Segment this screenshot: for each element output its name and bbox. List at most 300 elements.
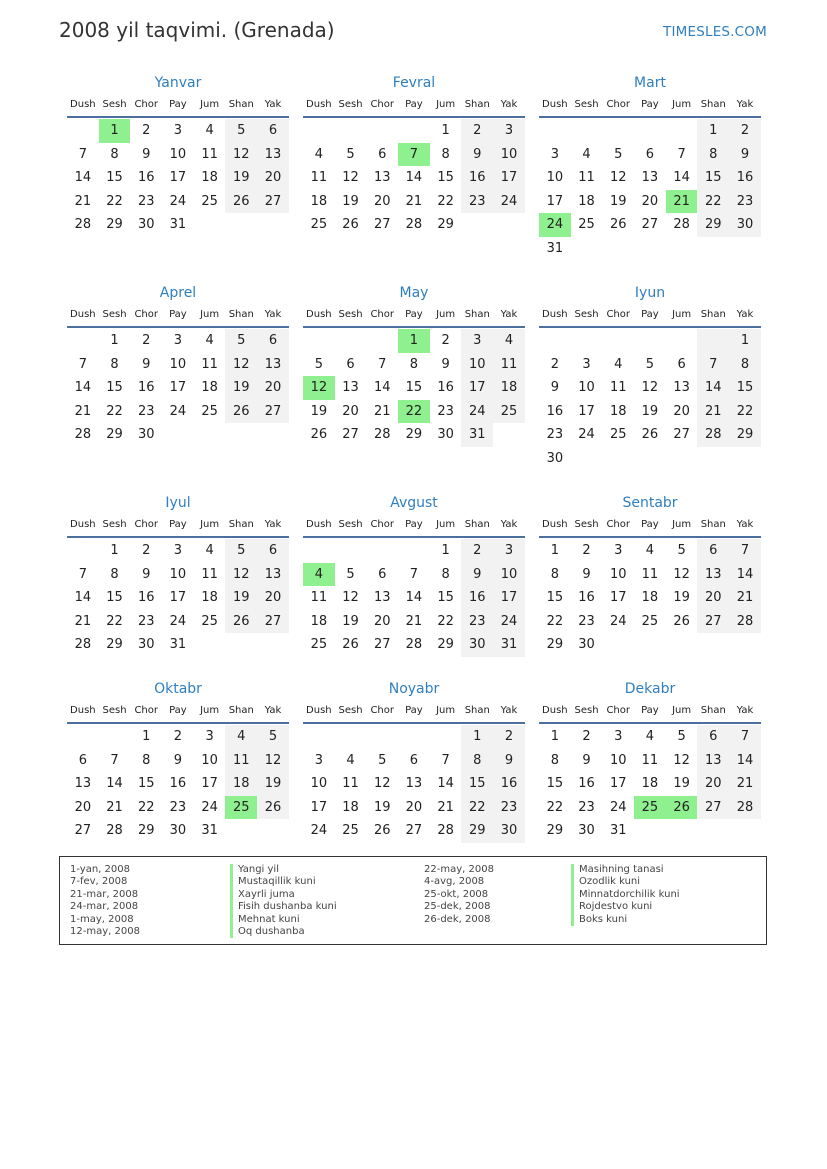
day-cell: 15 <box>137 776 155 792</box>
day-cell: 27 <box>373 637 391 653</box>
page-title: 2008 yil taqvimi. (Grenada) <box>59 18 335 42</box>
month-may <box>303 282 525 492</box>
month-title: Yanvar <box>154 75 202 91</box>
month-title: Oktabr <box>154 681 202 697</box>
weekday-label: Dush <box>542 99 568 110</box>
weekday-label: Yak <box>264 519 282 530</box>
day-cell: 16 <box>461 166 493 190</box>
day-cell: 28 <box>729 796 761 820</box>
day-cell: 17 <box>609 776 627 792</box>
legend-holiday-name: Xayrli juma <box>230 889 337 901</box>
day-cell: 10 <box>169 566 187 582</box>
day-cell: 29 <box>106 637 123 653</box>
weekday-label: Pay <box>405 99 423 110</box>
day-cell: 24 <box>609 613 627 629</box>
days-grid <box>67 725 289 843</box>
day-cell: 23 <box>546 427 564 443</box>
holiday-day-cell: 25 <box>634 796 666 820</box>
day-cell: 17 <box>493 166 525 190</box>
day-cell: 5 <box>314 356 323 372</box>
day-cell: 8 <box>697 143 729 167</box>
day-cell: 18 <box>201 170 218 186</box>
day-cell: 2 <box>729 119 761 143</box>
day-cell: 4 <box>645 543 655 558</box>
day-cell: 8 <box>110 146 119 162</box>
day-cell: 30 <box>437 427 454 443</box>
empty-day-cell <box>303 329 335 353</box>
day-cell: 20 <box>697 586 729 610</box>
weekday-label: Shan <box>700 309 726 320</box>
day-cell: 13 <box>697 749 729 773</box>
day-cell: 5 <box>677 543 686 558</box>
weekday-label: Shan <box>464 309 490 320</box>
weekday-label: Chor <box>134 519 158 530</box>
weekday-label: Shan <box>228 519 254 530</box>
day-cell: 24 <box>201 799 218 815</box>
month-title: May <box>399 285 429 301</box>
day-cell: 15 <box>546 776 564 792</box>
day-cell: 16 <box>493 772 525 796</box>
day-cell: 2 <box>142 123 151 138</box>
day-cell: 30 <box>137 217 155 233</box>
day-cell: 13 <box>257 353 289 377</box>
day-cell: 25 <box>609 427 627 443</box>
day-cell: 23 <box>169 799 187 815</box>
day-cell: 16 <box>546 403 564 419</box>
day-cell: 27 <box>697 610 729 634</box>
day-cell: 29 <box>546 823 564 839</box>
weekday-label: Jum <box>200 519 220 530</box>
weekday-label: Shan <box>464 519 490 530</box>
day-cell: 12 <box>225 143 257 167</box>
day-cell: 5 <box>225 329 257 353</box>
weekday-label: Shan <box>228 99 254 110</box>
empty-day-cell <box>335 539 367 563</box>
day-cell: 10 <box>493 563 525 587</box>
weekday-label: Yak <box>264 309 282 320</box>
day-cell: 30 <box>578 823 595 839</box>
day-cell: 18 <box>310 193 328 209</box>
day-cell: 16 <box>461 586 493 610</box>
weekday-label: Sesh <box>102 519 127 530</box>
weekday-label: Sesh <box>338 99 363 110</box>
day-cell: 31 <box>493 633 525 657</box>
empty-day-cell <box>99 725 131 749</box>
day-cell: 21 <box>697 400 729 424</box>
weekday-label: Sesh <box>574 705 599 716</box>
day-cell: 19 <box>257 772 289 796</box>
day-cell: 29 <box>437 217 454 233</box>
weekday-label: Jum <box>200 705 220 716</box>
day-cell: 22 <box>437 193 454 209</box>
day-cell: 22 <box>461 796 493 820</box>
day-cell: 22 <box>546 613 564 629</box>
legend-date: 21-mar, 2008 <box>70 888 139 900</box>
day-cell: 31 <box>609 823 627 839</box>
weekday-label: Shan <box>700 519 726 530</box>
day-cell: 1 <box>110 543 119 558</box>
weekday-label: Shan <box>228 705 254 716</box>
days-grid <box>303 119 525 237</box>
day-cell: 4 <box>205 123 214 138</box>
month-oktabr <box>67 678 289 858</box>
day-cell: 7 <box>677 146 686 162</box>
empty-day-cell <box>303 119 335 143</box>
day-cell: 8 <box>441 146 450 162</box>
holiday-day-cell: 4 <box>303 563 335 587</box>
weekday-label: Shan <box>228 309 254 320</box>
day-cell: 26 <box>373 823 391 839</box>
day-cell: 9 <box>142 356 151 372</box>
weekday-label: Jum <box>436 99 456 110</box>
day-cell: 11 <box>342 776 359 792</box>
day-cell: 18 <box>641 590 659 606</box>
day-cell: 14 <box>106 776 123 792</box>
day-cell: 21 <box>729 586 761 610</box>
day-cell: 7 <box>697 353 729 377</box>
day-cell: 5 <box>346 566 355 582</box>
weekday-label: Chor <box>606 705 630 716</box>
day-cell: 14 <box>729 563 761 587</box>
weekday-label: Shan <box>464 99 490 110</box>
day-cell: 15 <box>106 380 123 396</box>
weekday-label: Sesh <box>574 519 599 530</box>
day-cell: 15 <box>405 380 423 396</box>
day-cell: 9 <box>142 566 151 582</box>
day-cell: 7 <box>78 146 87 162</box>
day-cell: 6 <box>677 356 686 372</box>
day-cell: 28 <box>106 823 123 839</box>
day-cell: 11 <box>201 146 218 162</box>
day-cell: 3 <box>614 543 623 558</box>
day-cell: 3 <box>173 543 183 558</box>
weekday-label: Shan <box>464 705 490 716</box>
day-cell: 2 <box>173 729 183 744</box>
legend-dates-right <box>424 864 494 926</box>
holiday-day-cell: 1 <box>398 329 430 353</box>
day-cell: 18 <box>201 380 218 396</box>
weekday-label: Sesh <box>338 705 363 716</box>
day-cell: 13 <box>641 170 659 186</box>
empty-day-cell <box>366 329 398 353</box>
day-cell: 16 <box>578 776 595 792</box>
day-cell: 6 <box>645 146 655 162</box>
brand-link[interactable]: TIMESLES.COM <box>663 24 767 40</box>
day-cell: 14 <box>673 170 690 186</box>
day-cell: 25 <box>201 193 218 209</box>
day-cell: 5 <box>645 356 655 372</box>
empty-day-cell <box>67 725 99 749</box>
day-cell: 14 <box>74 170 92 186</box>
day-cell: 25 <box>342 823 359 839</box>
day-cell: 18 <box>225 772 257 796</box>
day-cell: 10 <box>546 170 564 186</box>
day-cell: 18 <box>493 376 525 400</box>
weekday-label: Pay <box>641 519 659 530</box>
day-cell: 3 <box>493 119 525 143</box>
weekday-label: Chor <box>370 309 394 320</box>
day-cell: 3 <box>205 729 214 744</box>
weekday-label: Jum <box>436 705 456 716</box>
day-cell: 22 <box>437 613 454 629</box>
day-cell: 13 <box>257 563 289 587</box>
day-cell: 10 <box>169 146 187 162</box>
day-cell: 20 <box>373 613 391 629</box>
empty-day-cell <box>430 725 462 749</box>
day-cell: 9 <box>441 356 450 372</box>
day-cell: 10 <box>310 776 328 792</box>
legend-date: 25-okt, 2008 <box>424 888 489 900</box>
day-cell: 14 <box>74 380 92 396</box>
day-cell: 20 <box>405 799 423 815</box>
day-cell: 25 <box>310 217 328 233</box>
legend-holiday-name: Masihning tanasi <box>571 864 680 876</box>
empty-day-cell <box>571 119 603 143</box>
day-cell: 5 <box>225 119 257 143</box>
day-cell: 28 <box>74 217 92 233</box>
day-cell: 5 <box>378 752 387 768</box>
day-cell: 2 <box>142 333 151 348</box>
day-cell: 26 <box>310 427 328 443</box>
legend-date: 7-fev, 2008 <box>70 876 128 888</box>
day-cell: 15 <box>697 166 729 190</box>
day-cell: 4 <box>614 356 623 372</box>
day-cell: 9 <box>729 143 761 167</box>
holiday-day-cell: 22 <box>398 400 430 424</box>
empty-day-cell <box>303 539 335 563</box>
day-cell: 20 <box>257 586 289 610</box>
day-cell: 19 <box>225 586 257 610</box>
day-cell: 1 <box>461 725 493 749</box>
day-cell: 24 <box>461 400 493 424</box>
day-cell: 17 <box>310 799 328 815</box>
month-title: Mart <box>634 75 666 91</box>
day-cell: 22 <box>697 190 729 214</box>
day-cell: 1 <box>110 333 119 348</box>
day-cell: 29 <box>461 819 493 843</box>
weekday-label: Jum <box>672 309 692 320</box>
weekday-label: Chor <box>606 309 630 320</box>
day-cell: 9 <box>173 752 183 768</box>
legend-holiday-name: Fisih dushanba kuni <box>230 901 337 913</box>
legend-date: 25-dek, 2008 <box>424 901 491 913</box>
day-cell: 13 <box>373 590 391 606</box>
day-cell: 11 <box>641 566 659 582</box>
legend-date: 22-may, 2008 <box>424 864 494 875</box>
month-title: Aprel <box>159 285 197 301</box>
day-cell: 15 <box>437 590 454 606</box>
day-cell: 1 <box>142 729 151 744</box>
day-cell: 3 <box>314 752 323 768</box>
day-cell: 12 <box>342 590 359 606</box>
day-cell: 10 <box>461 353 493 377</box>
day-cell: 20 <box>697 772 729 796</box>
day-cell: 5 <box>614 146 623 162</box>
weekday-label: Sesh <box>102 705 127 716</box>
day-cell: 3 <box>582 356 591 372</box>
day-cell: 24 <box>169 613 187 629</box>
day-cell: 28 <box>405 217 423 233</box>
weekday-label: Sesh <box>338 309 363 320</box>
day-cell: 29 <box>405 427 423 443</box>
legend-holiday-name: Oq dushanba <box>230 926 337 938</box>
weekday-label: Sesh <box>338 519 363 530</box>
month-aprel <box>67 282 289 492</box>
day-cell: 2 <box>441 333 450 348</box>
day-cell: 7 <box>378 356 387 372</box>
weekday-label: Yak <box>500 705 518 716</box>
holiday-day-cell: 12 <box>303 376 335 400</box>
day-cell: 10 <box>609 752 627 768</box>
day-cell: 23 <box>137 613 155 629</box>
weekday-header <box>303 514 525 538</box>
weekday-label: Dush <box>542 309 568 320</box>
weekday-label: Pay <box>641 309 659 320</box>
month-title: Iyun <box>634 285 666 301</box>
day-cell: 27 <box>257 610 289 634</box>
day-cell: 19 <box>673 590 690 606</box>
day-cell: 7 <box>729 725 761 749</box>
day-cell: 27 <box>641 217 659 233</box>
day-cell: 30 <box>578 637 595 653</box>
day-cell: 24 <box>493 610 525 634</box>
day-cell: 19 <box>225 166 257 190</box>
weekday-label: Yak <box>736 519 754 530</box>
month-dekabr <box>539 678 761 858</box>
day-cell: 22 <box>137 799 155 815</box>
weekday-label: Pay <box>169 309 187 320</box>
day-cell: 25 <box>578 217 595 233</box>
day-cell: 29 <box>697 213 729 237</box>
empty-day-cell <box>335 725 367 749</box>
day-cell: 15 <box>437 170 454 186</box>
weekday-label: Jum <box>672 519 692 530</box>
legend-date: 24-mar, 2008 <box>70 901 139 913</box>
weekday-label: Jum <box>200 309 220 320</box>
weekday-label: Chor <box>370 705 394 716</box>
day-cell: 13 <box>673 380 690 396</box>
legend-date: 26-dek, 2008 <box>424 913 491 925</box>
day-cell: 11 <box>310 590 328 606</box>
day-cell: 10 <box>169 356 187 372</box>
day-cell: 18 <box>201 590 218 606</box>
day-cell: 14 <box>373 380 391 396</box>
day-cell: 9 <box>582 752 591 768</box>
days-grid <box>303 329 525 447</box>
day-cell: 31 <box>201 823 218 839</box>
empty-day-cell <box>634 329 666 353</box>
weekday-label: Dush <box>70 309 96 320</box>
weekday-label: Sesh <box>102 309 127 320</box>
legend-holiday-name: Mehnat kuni <box>230 914 337 926</box>
legend-date: 12-may, 2008 <box>70 925 140 937</box>
day-cell: 24 <box>578 427 595 443</box>
day-cell: 20 <box>641 193 659 209</box>
day-cell: 2 <box>142 543 151 558</box>
day-cell: 1 <box>550 543 559 558</box>
day-cell: 28 <box>373 427 391 443</box>
day-cell: 5 <box>677 729 686 744</box>
day-cell: 5 <box>257 725 289 749</box>
day-cell: 22 <box>106 403 123 419</box>
month-sentabr <box>539 492 761 678</box>
day-cell: 16 <box>578 590 595 606</box>
empty-day-cell <box>666 119 698 143</box>
day-cell: 28 <box>74 637 92 653</box>
month-noyabr <box>303 678 525 858</box>
weekday-label: Yak <box>264 99 282 110</box>
empty-day-cell <box>398 539 430 563</box>
day-cell: 29 <box>729 423 761 447</box>
day-cell: 8 <box>729 353 761 377</box>
weekday-label: Dush <box>306 309 332 320</box>
weekday-label: Dush <box>542 705 568 716</box>
day-cell: 14 <box>405 590 423 606</box>
weekday-label: Pay <box>169 705 187 716</box>
day-cell: 16 <box>437 380 454 396</box>
weekday-label: Pay <box>169 99 187 110</box>
day-cell: 6 <box>697 539 729 563</box>
day-cell: 13 <box>373 170 391 186</box>
holiday-day-cell: 24 <box>539 213 571 237</box>
day-cell: 8 <box>409 356 419 372</box>
day-cell: 12 <box>609 170 627 186</box>
day-cell: 2 <box>461 119 493 143</box>
weekday-label: Yak <box>264 705 282 716</box>
day-cell: 19 <box>225 376 257 400</box>
day-cell: 22 <box>106 193 123 209</box>
day-cell: 2 <box>582 543 591 558</box>
empty-day-cell <box>366 725 398 749</box>
weekday-label: Sesh <box>574 99 599 110</box>
day-cell: 26 <box>225 190 257 214</box>
calendar-grid <box>67 72 761 858</box>
month-title: Iyul <box>165 495 191 511</box>
day-cell: 11 <box>310 170 328 186</box>
day-cell: 28 <box>405 637 423 653</box>
day-cell: 10 <box>493 143 525 167</box>
day-cell: 24 <box>169 403 187 419</box>
month-title: Noyabr <box>388 681 440 697</box>
day-cell: 20 <box>74 799 92 815</box>
day-cell: 21 <box>437 799 454 815</box>
day-cell: 21 <box>74 613 92 629</box>
day-cell: 23 <box>578 799 595 815</box>
day-cell: 27 <box>405 823 423 839</box>
weekday-label: Jum <box>436 309 456 320</box>
legend-holiday-name: Boks kuni <box>571 914 680 926</box>
weekday-label: Dush <box>306 99 332 110</box>
month-title: Avgust <box>390 495 438 511</box>
legend-date: 1-may, 2008 <box>70 913 134 925</box>
day-cell: 6 <box>409 752 419 768</box>
empty-day-cell <box>571 329 603 353</box>
day-cell: 4 <box>346 752 355 768</box>
weekday-label: Pay <box>641 99 659 110</box>
day-cell: 19 <box>373 799 391 815</box>
day-cell: 4 <box>314 146 323 162</box>
day-cell: 20 <box>673 403 690 419</box>
day-cell: 15 <box>106 590 123 606</box>
day-cell: 20 <box>373 193 391 209</box>
weekday-label: Shan <box>700 99 726 110</box>
day-cell: 21 <box>373 403 391 419</box>
day-cell: 4 <box>645 729 655 744</box>
day-cell: 12 <box>373 776 391 792</box>
day-cell: 13 <box>74 776 92 792</box>
day-cell: 19 <box>342 193 359 209</box>
empty-day-cell <box>602 119 634 143</box>
